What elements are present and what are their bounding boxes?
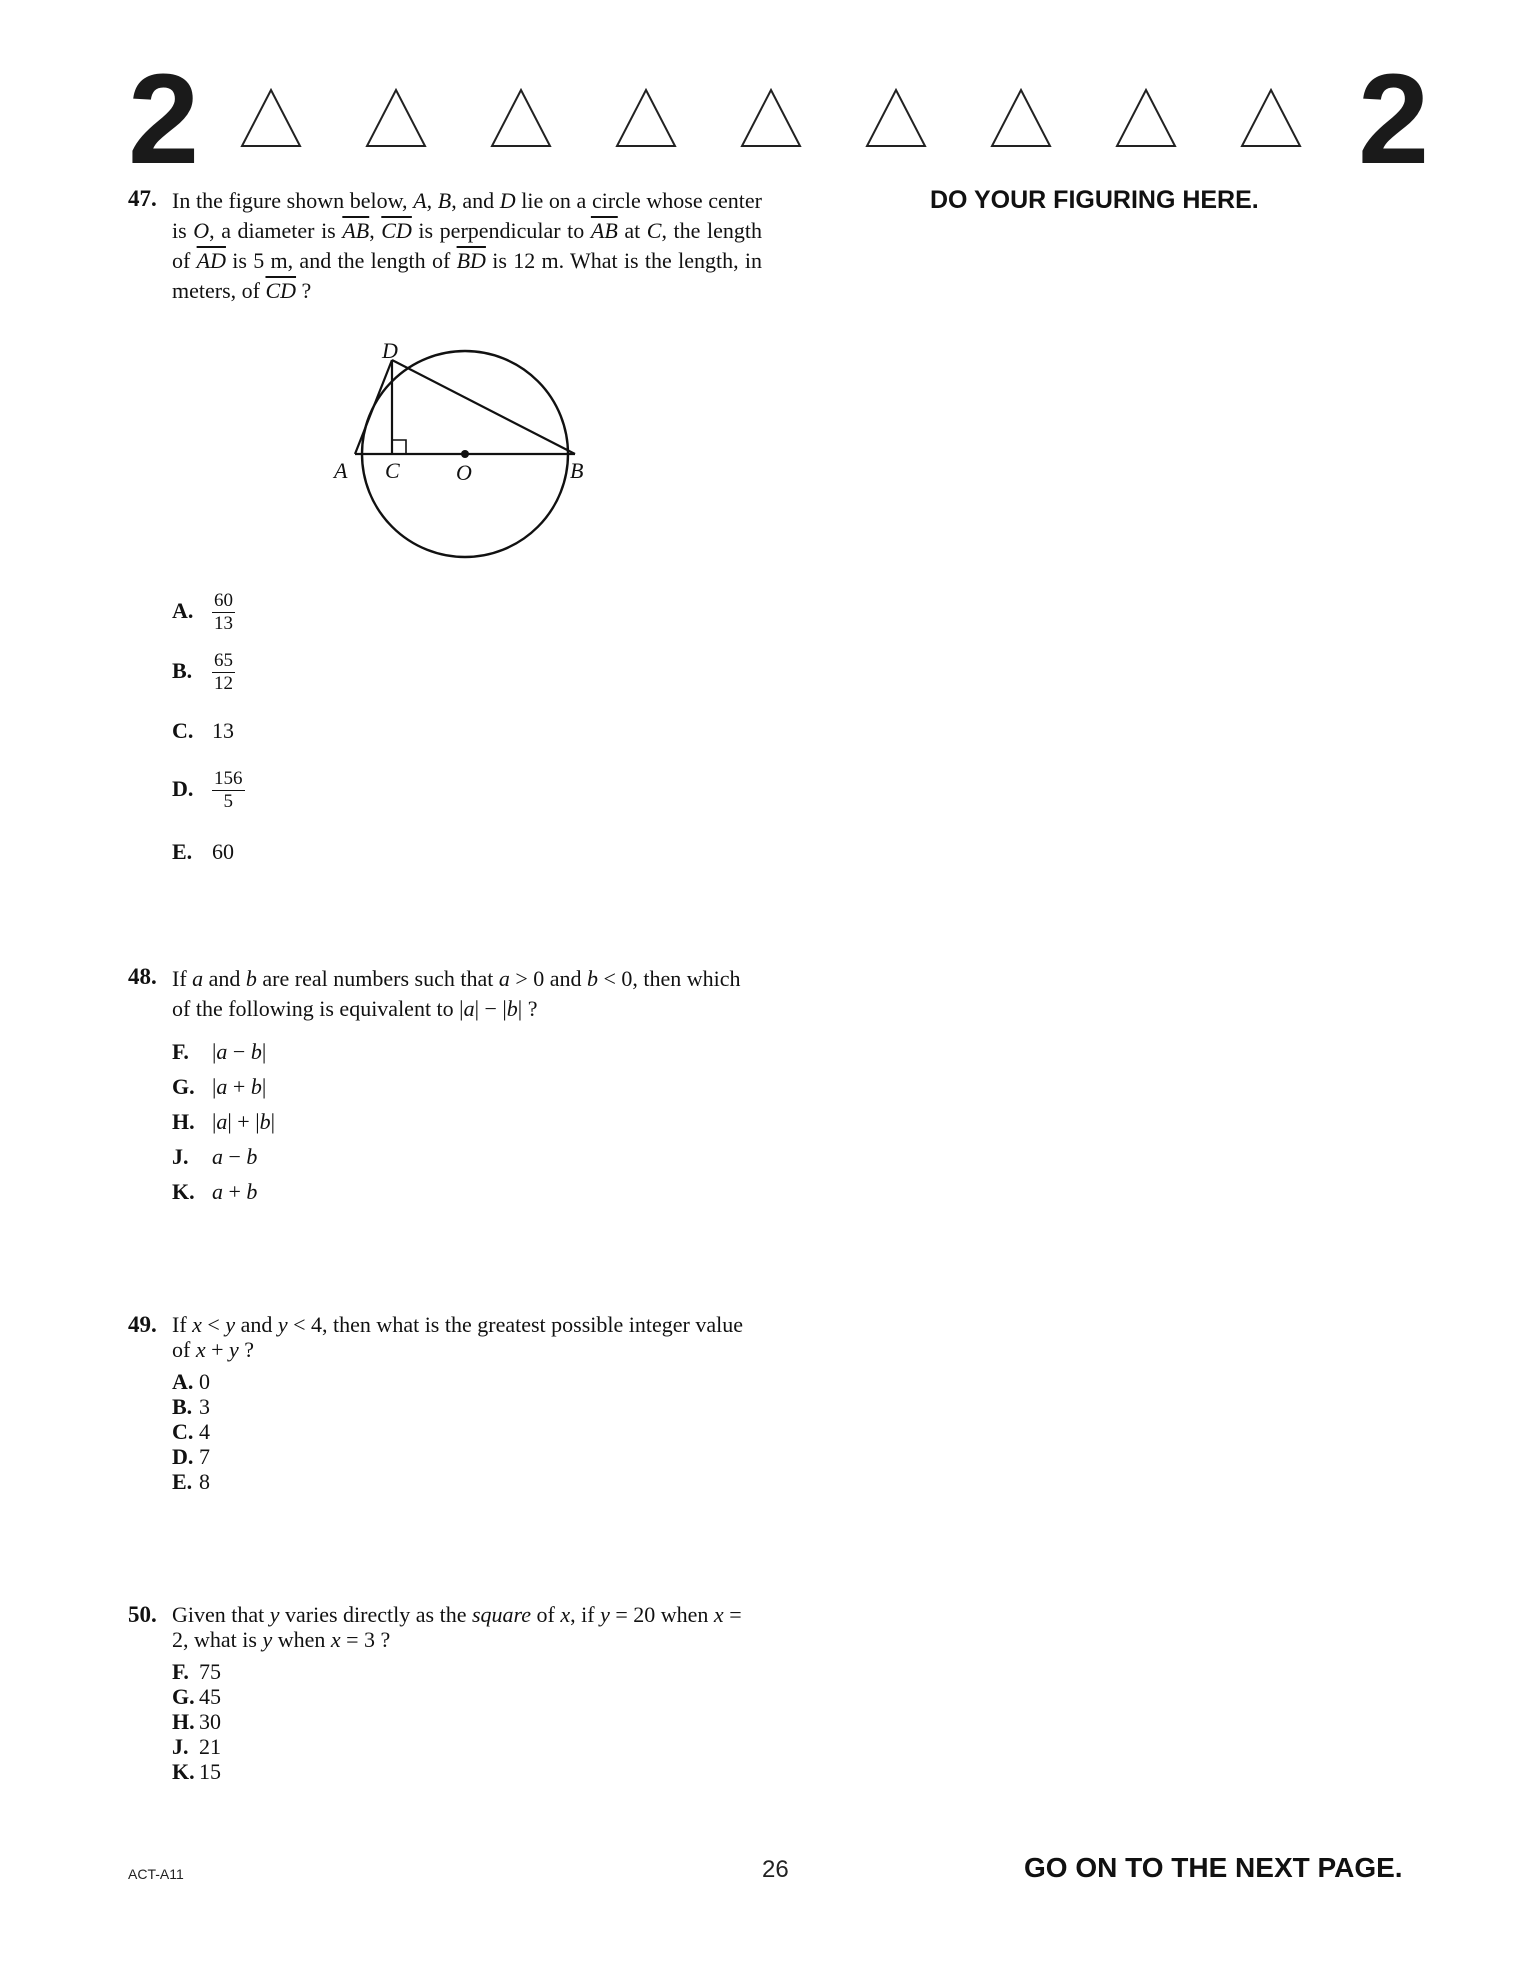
choice-49-c[interactable]: [172, 1420, 210, 1444]
question-number-50: 50.: [128, 1602, 157, 1627]
choice-letter: B.: [172, 657, 193, 683]
choice-letter: K.: [172, 1759, 195, 1784]
choice-letter: G.: [172, 1684, 195, 1709]
triangle-icon: [865, 88, 927, 148]
choice-letter: C.: [172, 1419, 194, 1444]
choice-49-b[interactable]: [172, 1395, 210, 1419]
triangle-icon: [1115, 88, 1177, 148]
fraction-65-12: $\frac{65}{12}$: [214, 650, 233, 694]
choice-expression: |a + b|: [212, 1074, 267, 1099]
choice-48-j[interactable]: [172, 1145, 257, 1169]
question-47-stem: In the figure shown below, A, B, and D lie on a circle whose center is O, a diameter is $\overline{AB}$, $\overline{CD}$ is perpendicular to $\overline{AB}$ at C, the length of $\overline{AD}$ is 5 m, and the length of $\overline{BD}$ is 12 m. What is the length, in meters, of $\overline{CD}$ ?: [172, 188, 762, 303]
question-number-47: 47.: [128, 186, 157, 211]
choice-50-j[interactable]: [172, 1735, 221, 1759]
label-b: B: [570, 458, 584, 483]
figuring-area-label: DO YOUR FIGURING HERE.: [930, 186, 1259, 214]
choice-value: 8: [199, 1469, 210, 1494]
center-point-o: [461, 450, 469, 458]
choice-letter: J.: [172, 1144, 189, 1169]
triangle-icon: [490, 88, 552, 148]
choice-50-f[interactable]: [172, 1660, 221, 1684]
choice-letter: E.: [172, 1469, 193, 1494]
choice-47-d[interactable]: [172, 768, 245, 813]
choice-letter: D.: [172, 775, 194, 801]
choice-expression: |a − b|: [212, 1039, 267, 1064]
choice-47-b[interactable]: [172, 650, 235, 695]
choice-value: 13: [212, 718, 234, 743]
segment-ad: [355, 360, 392, 454]
label-d: D: [382, 340, 398, 363]
choice-48-f[interactable]: [172, 1040, 266, 1064]
choice-value: 30: [199, 1709, 221, 1734]
choice-value: 7: [199, 1444, 210, 1469]
go-on-next-page: GO ON TO THE NEXT PAGE.: [1024, 1852, 1403, 1883]
choice-letter: H.: [172, 1709, 195, 1734]
choice-letter: H.: [172, 1109, 195, 1134]
choice-letter: D.: [172, 1444, 194, 1469]
choice-letter: E.: [172, 839, 193, 864]
choice-47-a[interactable]: [172, 590, 235, 635]
choice-value: 4: [199, 1419, 210, 1444]
question-number-49: 49.: [128, 1312, 157, 1337]
choice-value: 75: [199, 1659, 221, 1684]
triangle-icon: [740, 88, 802, 148]
section-number-right: 2: [1358, 48, 1428, 191]
choice-letter: F.: [172, 1039, 189, 1064]
fraction-156-5: $\frac{156}{5}$: [214, 768, 243, 812]
right-angle-mark: [392, 440, 406, 454]
choice-50-k[interactable]: [172, 1760, 221, 1784]
test-form-code: ACT-A11: [128, 1866, 184, 1882]
choice-value: 15: [199, 1759, 221, 1784]
choice-48-g[interactable]: [172, 1075, 266, 1099]
page-number: 26: [762, 1856, 789, 1883]
choice-value: 60: [212, 839, 234, 864]
question-number-48: 48.: [128, 964, 157, 989]
choice-48-h[interactable]: [172, 1110, 275, 1134]
choice-letter: A.: [172, 597, 194, 623]
choice-letter: B.: [172, 1394, 193, 1419]
segment-bd: [392, 360, 575, 454]
choice-value: 21: [199, 1734, 221, 1759]
choice-letter: C.: [172, 718, 194, 743]
choice-50-h[interactable]: [172, 1710, 221, 1734]
triangle-icon: [615, 88, 677, 148]
choice-expression: a + b: [212, 1179, 258, 1204]
label-c: C: [385, 458, 400, 483]
choice-value: 45: [199, 1684, 221, 1709]
choice-47-e[interactable]: [172, 840, 234, 864]
choice-expression: |a| + |b|: [212, 1109, 276, 1134]
choice-49-a[interactable]: [172, 1370, 210, 1394]
triangle-icon: [240, 88, 302, 148]
choice-49-d[interactable]: [172, 1445, 210, 1469]
label-o: O: [456, 460, 472, 485]
choice-value: 0: [199, 1369, 210, 1394]
fraction-60-13: $\frac{60}{13}$: [214, 590, 233, 634]
choice-47-c[interactable]: [172, 719, 234, 743]
triangle-icon: [365, 88, 427, 148]
label-a: A: [334, 458, 348, 483]
choice-letter: F.: [172, 1659, 189, 1684]
triangle-icon: [1240, 88, 1302, 148]
choice-48-k[interactable]: [172, 1180, 257, 1204]
choice-50-g[interactable]: [172, 1685, 221, 1709]
circle-figure: [330, 340, 600, 580]
choice-value: 3: [199, 1394, 210, 1419]
triangle-icon: [990, 88, 1052, 148]
question-49-stem: If x < y and y < 4, then what is the greatest possible integer value of x + y ?: [172, 1312, 743, 1362]
choice-expression: a − b: [212, 1144, 258, 1169]
choice-letter: J.: [172, 1734, 189, 1759]
section-number-left: 2: [128, 48, 198, 191]
choice-letter: G.: [172, 1074, 195, 1099]
section-triangle-row: [240, 88, 1302, 158]
choice-letter: K.: [172, 1179, 195, 1204]
question-48-stem: If a and b are real numbers such that a > 0 and b < 0, then which of the following is equivalent to |a| − |b| ?: [172, 966, 741, 1021]
choice-49-e[interactable]: [172, 1470, 210, 1494]
choice-letter: A.: [172, 1369, 194, 1394]
question-50-stem: Given that y varies directly as the square of x, if y = 20 when x = 2, what is y when x = 3 ?: [172, 1602, 742, 1652]
